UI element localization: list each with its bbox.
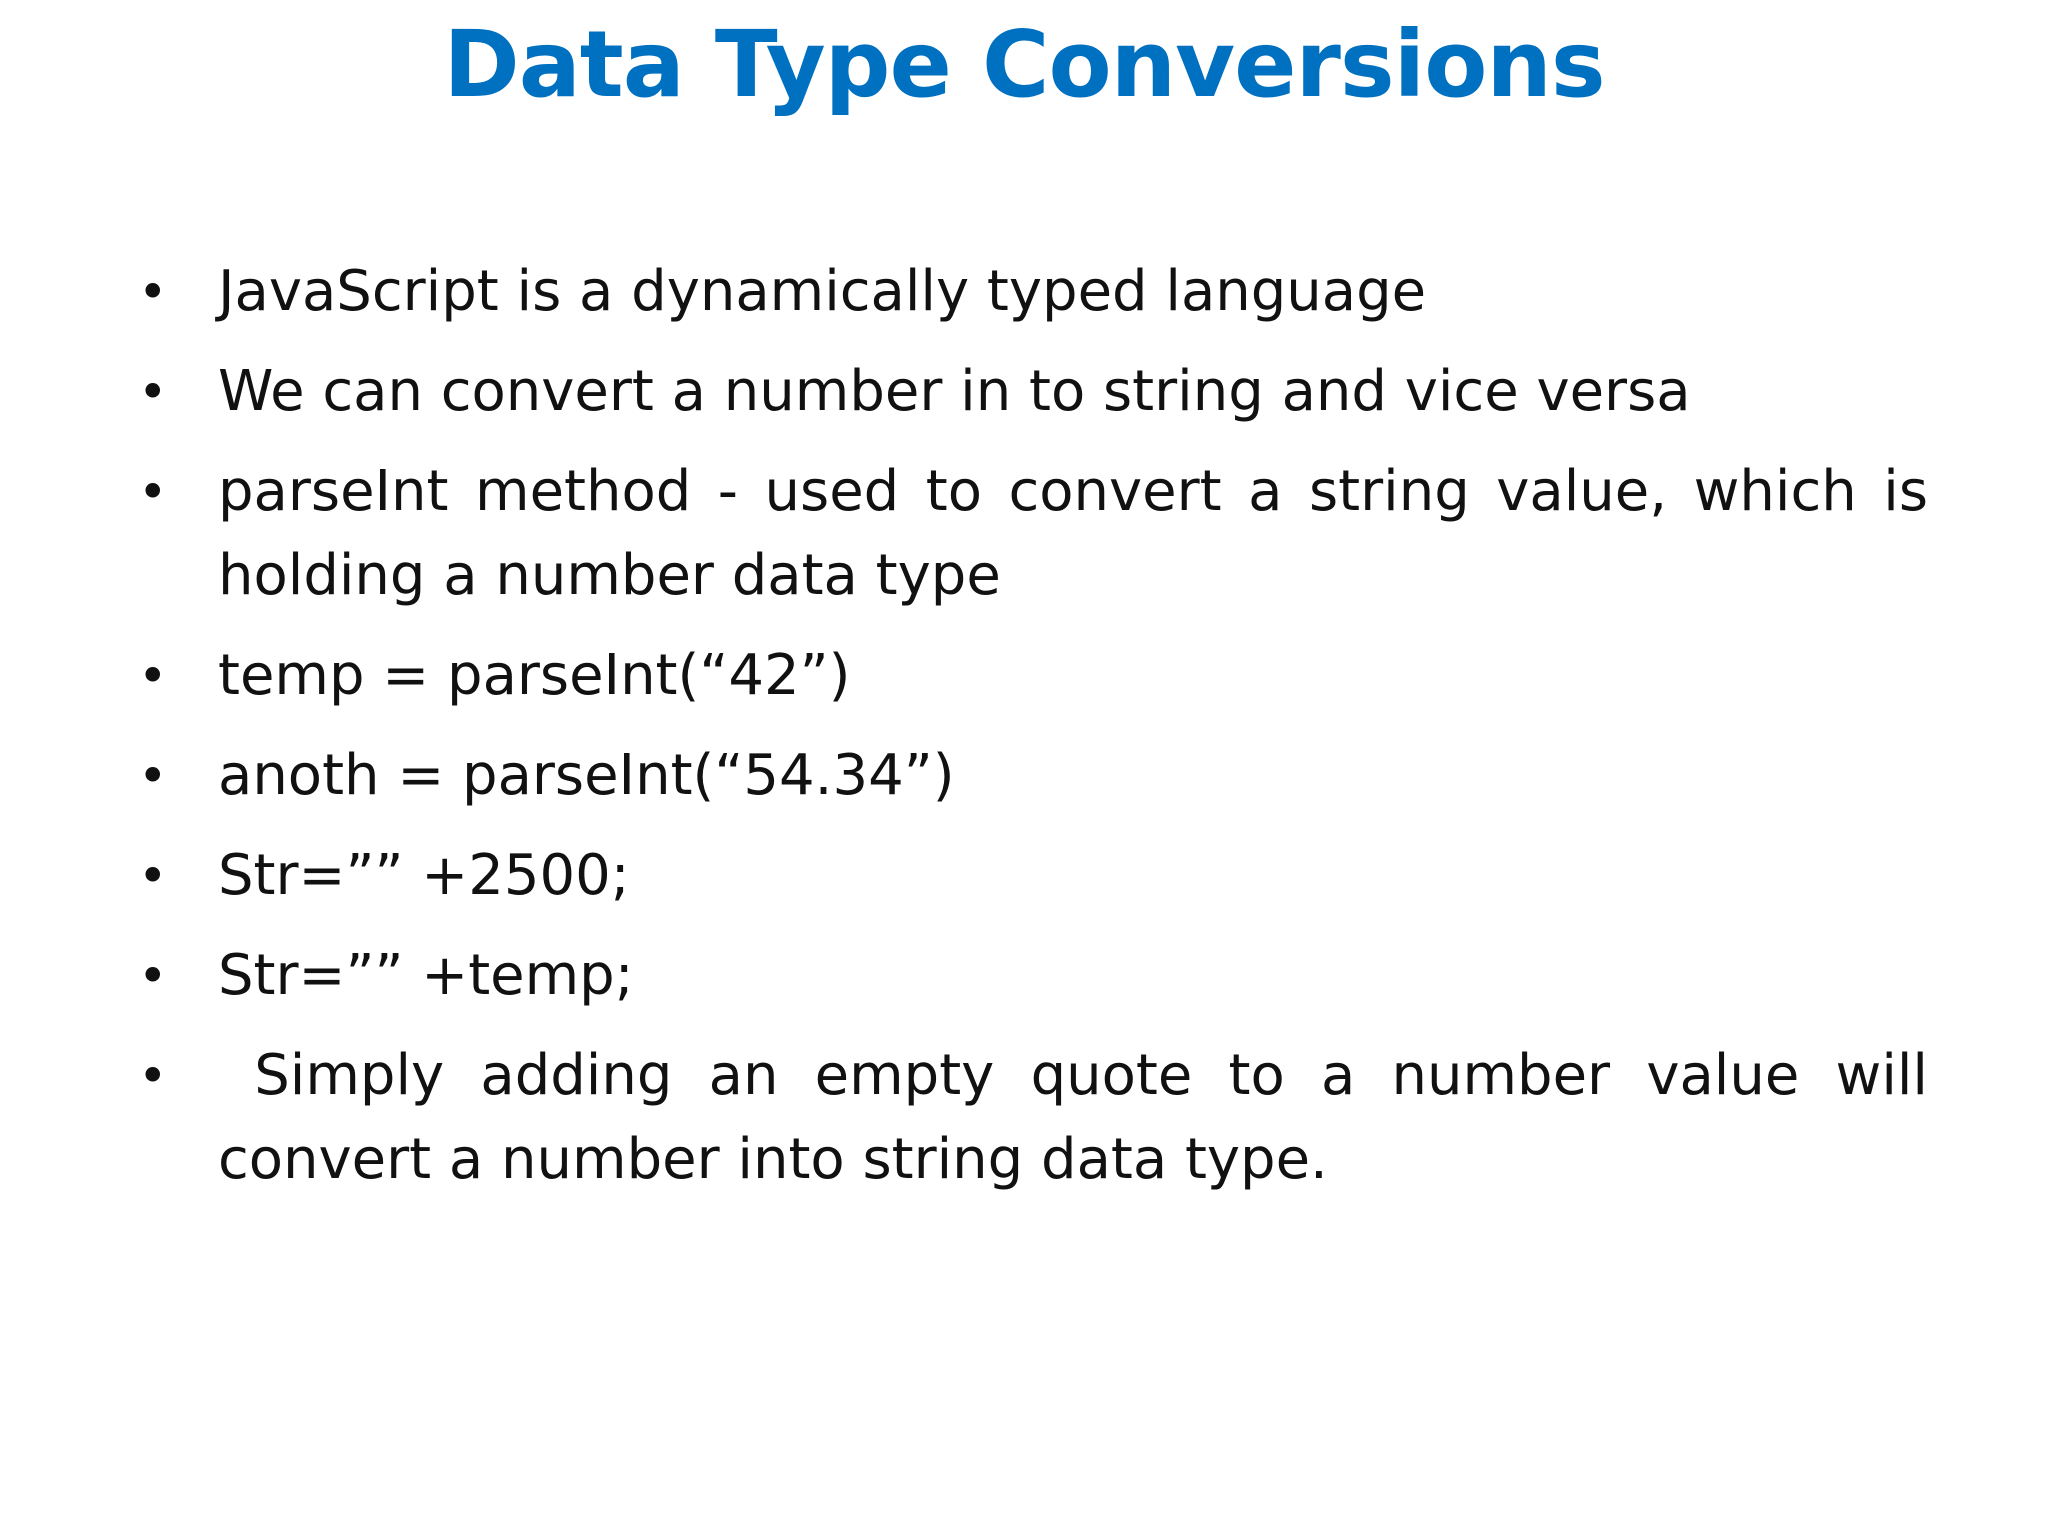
bullet-text: We can convert a number in to string and vice versa (218, 359, 1691, 424)
bullet-text: temp = parseInt(“42”) (218, 643, 851, 708)
bullet-text: Simply adding an empty quote to a number value will convert a number into string data type. (218, 1043, 1946, 1192)
bullet-list (138, 250, 1946, 1218)
bullet-text: Str=”” +temp; (218, 943, 634, 1008)
bullet-icon: • (138, 263, 168, 321)
bullet-item-8 (138, 1034, 1946, 1202)
bullet-item-4 (138, 634, 1928, 718)
bullet-item-6 (138, 834, 1928, 918)
bullet-text: parseInt method - used to convert a string value, which is holding a number data type (218, 459, 1928, 608)
bullet-item-1 (138, 250, 1928, 334)
bullet-item-3 (138, 450, 1928, 618)
bullet-icon: • (138, 747, 168, 805)
bullet-item-7 (138, 934, 1928, 1018)
bullet-text: JavaScript is a dynamically typed language (218, 259, 1427, 324)
bullet-item-5 (138, 734, 1928, 818)
bullet-icon: • (138, 647, 168, 705)
bullet-icon: • (138, 363, 168, 421)
bullet-icon: • (138, 463, 168, 521)
bullet-icon: • (138, 1047, 168, 1105)
bullet-text: Str=”” +2500; (218, 843, 630, 908)
bullet-icon: • (138, 847, 168, 905)
slide-title: Data Type Conversions (443, 11, 1605, 118)
bullet-text: anoth = parseInt(“54.34”) (218, 743, 955, 808)
bullet-icon: • (138, 947, 168, 1005)
bullet-item-2 (138, 350, 1928, 434)
